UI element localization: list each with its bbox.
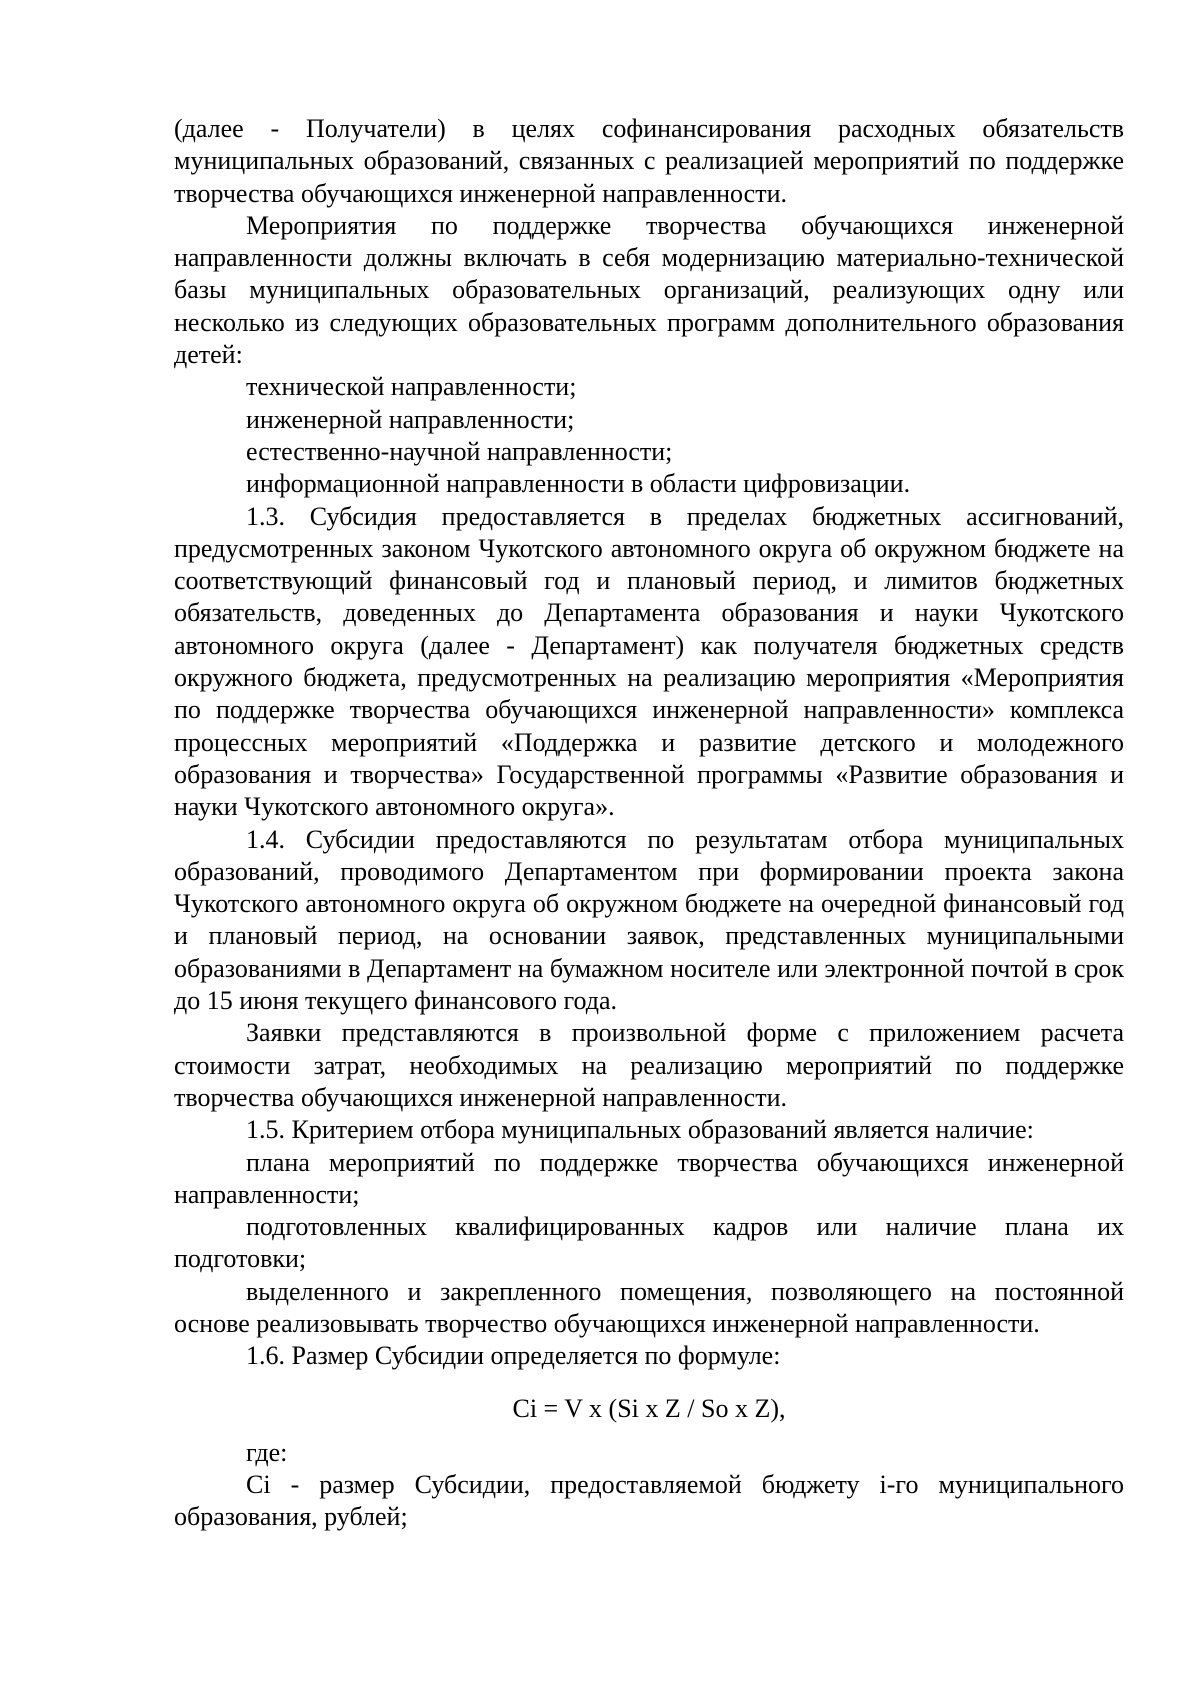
- criterion-plan: плана мероприятий по поддержке творчества обучающихся инженерной направленности;: [174, 1147, 1124, 1209]
- paragraph-applications: Заявки представляются в произвольной форме с приложением расчета стоимости затрат, необходимых на реализацию мероприятий по поддержке творчества обучающихся инженерной направленности.: [174, 1018, 1124, 1112]
- criterion-staff: подготовленных квалифицированных кадров или наличие плана их подготовки;: [174, 1212, 1124, 1274]
- criterion-premises: выделенного и закрепленного помещения, позволяющего на постоянной основе реализовывать творчество обучающихся инженерной направленности.: [174, 1276, 1124, 1338]
- list-item-engineering: инженерной направленности;: [246, 404, 575, 434]
- clause-1-3: 1.3. Субсидия предоставляется в пределах бюджетных ассигнований, предусмотренных законом Чукотского автономного округа об окружном бюджете на соответствующий финансовый год и плановый период, и лимитов бюджетных обязательств, доведенных до Департамента образования и науки Чукотского автономного округа (далее - Департамент) как получателя бюджетных средств окружного бюджета, предусмотренных на реализацию мероприятия «Мероприятия по поддержке творчества обучающихся инженерной направленности» комплекса процессных мероприятий «Поддержка и развитие детского и молодежного образования и творчества» Государственной программы «Развитие образования и науки Чукотского автономного округа».: [174, 501, 1124, 822]
- clause-1-6: 1.6. Размер Субсидии определяется по формуле:: [246, 1341, 781, 1371]
- list-item-technical: технической направленности;: [246, 372, 577, 402]
- formula-definition-ci: Ci - размер Субсидии, предоставляемой бюджету i-го муниципального образования, рублей;: [174, 1470, 1124, 1532]
- formula-where-label: где:: [246, 1437, 288, 1467]
- paragraph-recipients-purpose: (далее - Получатели) в целях софинансирования расходных обязательств муниципальных образований, связанных с реализацией мероприятий по поддержке творчества обучающихся инженерной направленности.: [174, 114, 1124, 208]
- clause-1-4: 1.4. Субсидии предоставляются по результатам отбора муниципальных образований, проводимого Департаментом при формировании проекта закона Чукотского автономного округа об окружном бюджете на очередной финансовый год и плановый период, на основании заявок, представленных муниципальными образованиями в Департамент на бумажном носителе или электронной почтой в срок до 15 июня текущего финансового года.: [174, 824, 1124, 1016]
- paragraph-activities-description: Мероприятия по поддержке творчества обучающихся инженерной направленности должны включать в себя модернизацию материально-технической базы муниципальных образовательных организаций, реализующих одну или несколько из следующих образовательных программ дополнительного образования детей:: [174, 210, 1124, 370]
- clause-1-5: 1.5. Критерием отбора муниципальных образований является наличие:: [246, 1115, 1034, 1145]
- subsidy-formula: Ci = V x (Si x Z / So x Z),: [512, 1393, 786, 1423]
- list-item-natural-science: естественно-научной направленности;: [246, 436, 673, 466]
- list-item-information: информационной направленности в области цифровизации.: [246, 469, 911, 499]
- document-page: [174, 113, 1124, 1534]
